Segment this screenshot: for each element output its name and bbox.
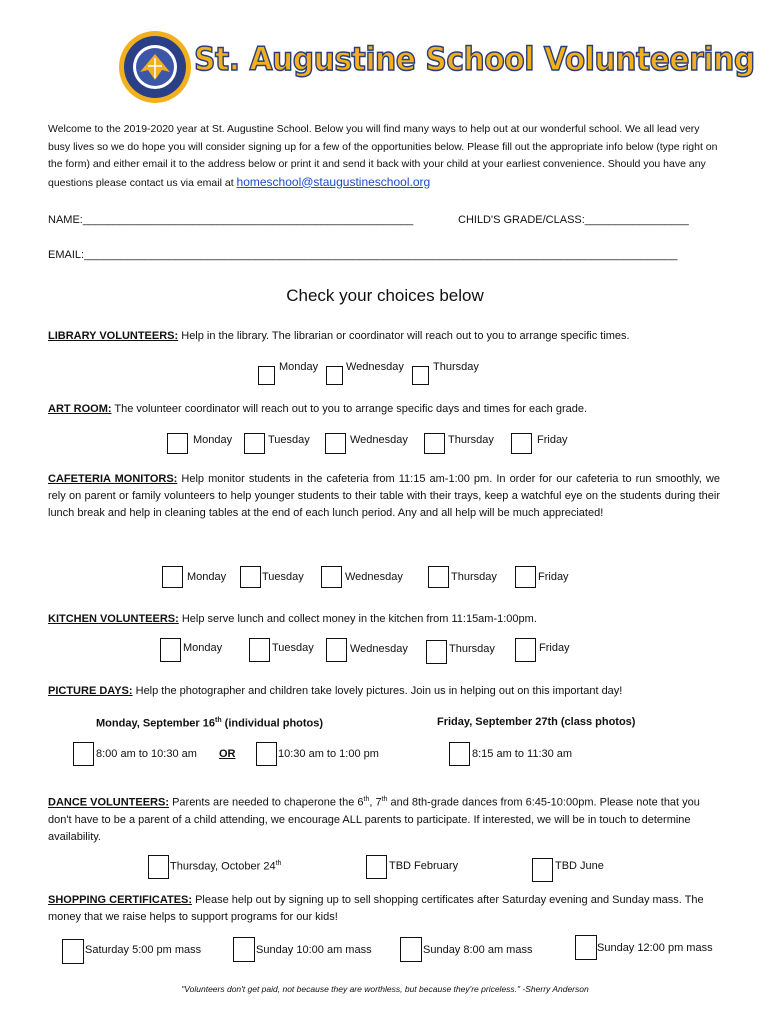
library-wednesday-label: Wednesday [346,361,404,373]
kitchen-monday-checkbox[interactable] [160,638,181,662]
dance-sup2: th [381,796,388,803]
shopping-title: SHOPPING CERTIFICATES: [48,894,193,906]
picture-day1-note: (individual photos) [221,717,324,730]
picture-0815-checkbox[interactable] [449,742,470,766]
picture-1030-label: 10:30 am to 1:00 pm [278,748,379,760]
shopping-desc: Please help out by signing up to sell shopping certificates after Saturday evening and Sunday mass. The money that we raise helps to support programs for our kids! [48,894,704,923]
cafeteria-wednesday-label: Wednesday [345,571,403,583]
cafeteria-friday-checkbox[interactable] [515,566,536,588]
dance-february-checkbox[interactable] [366,855,387,879]
cafeteria-friday-label: Friday [538,571,569,583]
library-monday-checkbox[interactable] [258,366,275,385]
picture-0815-label: 8:15 am to 11:30 am [472,748,573,760]
picture-or-label: OR [219,748,236,760]
picture-title: PICTURE DAYS: [48,685,133,697]
art-thursday-checkbox[interactable] [424,433,445,454]
cafeteria-thursday-checkbox[interactable] [428,566,449,588]
section-heading: Check your choices below [286,286,484,305]
kitchen-friday-checkbox[interactable] [515,638,536,662]
footer-quote: "Volunteers don't get paid, not because they are worthless, but because they're priceless." -Sherry Anderson [181,984,589,994]
art-friday-checkbox[interactable] [511,433,532,454]
dance-october-label [170,860,281,873]
art-monday-checkbox[interactable] [167,433,188,454]
art-thursday-label: Thursday [448,434,494,446]
cafeteria-tuesday-checkbox[interactable] [240,566,261,588]
kitchen-wednesday-checkbox[interactable] [326,638,347,662]
shopping-sunday8-label: Sunday 8:00 am mass [423,944,533,956]
library-monday-label: Monday [279,361,319,373]
shopping-sunday10-checkbox[interactable] [233,937,255,962]
art-wednesday-checkbox[interactable] [325,433,346,454]
intro-text: Welcome to the 2019-2020 year at St. Augustine School. Below you will find many ways to help out at our wonderful school. We all lead very busy lives so we do hope you will consider signing up for a few of the opportunities below. Please fill out the appropriate info below (type right on the form) and either email it to the address below or print it and send it back with your child at your earliest convenience. Should you have any questions please contact us via email at [48,123,718,189]
picture-0800-label: 8:00 am to 10:30 am [96,748,197,760]
dance-october-text: Thursday, October 24 [170,860,276,873]
kitchen-desc: Help serve lunch and collect money in the kitchen from 11:15am-1:00pm. [178,613,537,625]
dance-desc-a: Parents are needed to chaperone the 6 [169,796,364,809]
dance-title: DANCE VOLUNTEERS: [48,796,170,809]
art-tuesday-checkbox[interactable] [244,433,265,454]
library-desc: Help in the library. The librarian or coordinator will reach out to you to arrange specific times. [178,330,630,342]
kitchen-friday-label: Friday [539,642,570,654]
picture-day1-date: Monday, September 16 [96,717,215,730]
cafeteria-section [48,471,720,522]
dance-sup1: th [363,796,370,803]
art-friday-label: Friday [537,434,568,446]
dance-october-checkbox[interactable] [148,855,169,879]
art-monday-label: Monday [193,434,233,446]
shopping-section [48,892,720,926]
library-wednesday-checkbox[interactable] [326,366,343,385]
picture-day1-heading [96,717,323,730]
cafeteria-desc: Help monitor students in the cafeteria from 11:15 am-1:00 pm. In order for our cafeteria to run smoothly, we rely on parent or family volunteers to help younger students to their table with their trays, keep a watchful eye on the students during their lunch break and help in cleaning tables at the end of each lunch period. Any and all help will be much appreciated! [48,473,720,519]
cafeteria-tuesday-label: Tuesday [262,571,304,583]
picture-1030-checkbox[interactable] [256,742,277,766]
shopping-sunday8-checkbox[interactable] [400,937,422,962]
library-thursday-checkbox[interactable] [412,366,429,385]
cafeteria-title: CAFETERIA MONITORS: [48,473,178,485]
shopping-saturday-checkbox[interactable] [62,939,84,964]
art-title: ART ROOM: [48,403,112,415]
dance-desc-b: , 7 [369,796,382,809]
picture-desc: Help the photographer and children take lovely pictures. Join us in helping out on this important day! [132,685,623,697]
shopping-sunday12-checkbox[interactable] [575,935,597,960]
kitchen-thursday-label: Thursday [449,643,495,655]
dance-desc-c: and 8th-grade dances from 6:45-10:00pm. Please note that you don't have to be a parent of a child attending, we encourage ALL parents to participate. If interested, we will be in touch to determine availability. [48,796,700,843]
kitchen-tuesday-checkbox[interactable] [249,638,270,662]
school-seal-logo [118,30,192,104]
library-thursday-label: Thursday [433,361,479,373]
dance-section [48,791,720,846]
kitchen-section [48,611,720,628]
picture-day1-sup: th [215,717,222,724]
kitchen-monday-label: Monday [183,642,223,654]
dance-june-label: TBD June [555,860,604,872]
shopping-sunday12-label: Sunday 12:00 pm mass [597,942,713,954]
library-title: LIBRARY VOLUNTEERS: [48,330,179,342]
shopping-saturday-label: Saturday 5:00 pm mass [85,944,202,956]
email-field[interactable]: EMAIL:_________________________________________________________________________________________________ [48,249,678,261]
kitchen-title: KITCHEN VOLUNTEERS: [48,613,179,625]
cafeteria-monday-label: Monday [187,571,227,583]
kitchen-thursday-checkbox[interactable] [426,640,447,664]
shopping-sunday10-label: Sunday 10:00 am mass [256,944,372,956]
art-tuesday-label: Tuesday [268,434,310,446]
cafeteria-wednesday-checkbox[interactable] [321,566,342,588]
kitchen-tuesday-label: Tuesday [272,642,314,654]
page-title: St. Augustine School Volunteering [194,40,755,78]
dance-june-checkbox[interactable] [532,858,553,882]
art-wednesday-label: Wednesday [350,434,408,446]
intro-paragraph [48,121,722,192]
picture-day2-heading: Friday, September 27th (class photos) [437,716,636,728]
kitchen-wednesday-label: Wednesday [350,643,408,655]
contact-email-link[interactable]: homeschool@staugustineschool.org [236,174,431,189]
art-desc: The volunteer coordinator will reach out to you to arrange specific days and times for each grade. [111,403,588,415]
picture-section [48,683,720,700]
dance-october-sup: th [275,860,282,867]
dance-february-label: TBD February [389,860,459,872]
picture-0800-checkbox[interactable] [73,742,94,766]
cafeteria-thursday-label: Thursday [451,571,497,583]
cafeteria-monday-checkbox[interactable] [162,566,183,588]
name-field[interactable]: NAME:______________________________________________________ [48,214,414,226]
grade-field[interactable]: CHILD'S GRADE/CLASS:_________________ [458,214,689,226]
library-section [48,328,720,345]
art-section [48,401,720,418]
